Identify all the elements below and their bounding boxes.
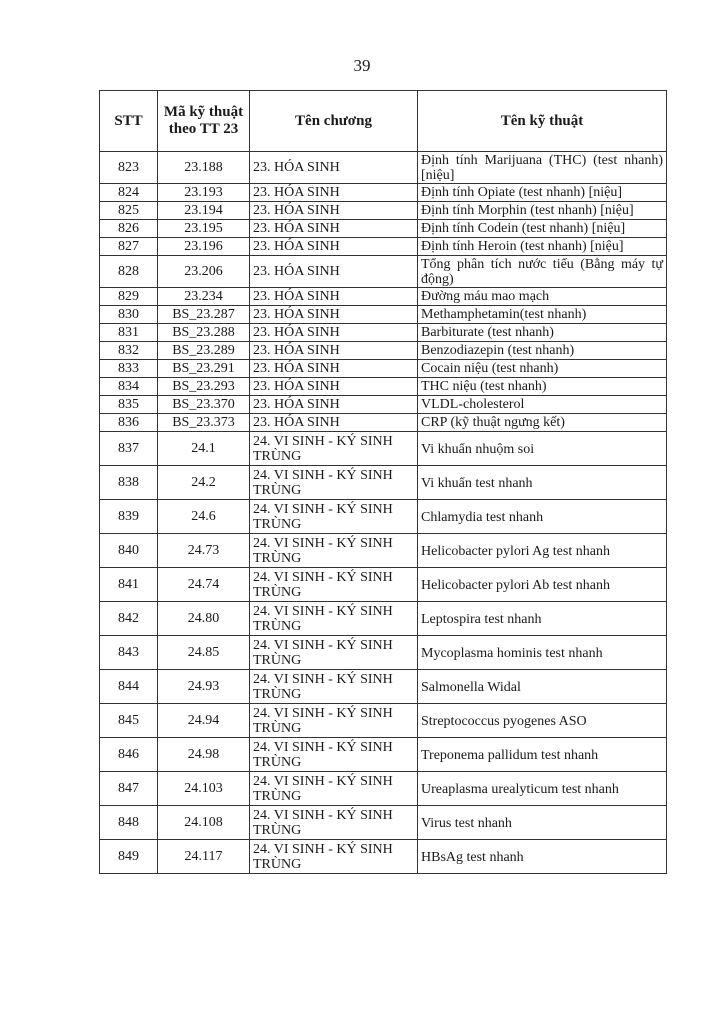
table-row (100, 152, 667, 184)
row-technique-code: BS_23.373 (158, 414, 250, 432)
row-technique-code: 24.94 (158, 704, 250, 738)
row-technique-code: 24.80 (158, 602, 250, 636)
table-row (100, 534, 667, 568)
table-header-row (100, 91, 667, 152)
row-technique-code: 24.1 (158, 432, 250, 466)
row-chapter: 24. VI SINH - KÝ SINH TRÙNG (250, 466, 418, 500)
row-technique-name: Methamphetamin(test nhanh) (418, 306, 667, 324)
row-technique-name: THC niệu (test nhanh) (418, 378, 667, 396)
row-technique-code: BS_23.370 (158, 396, 250, 414)
row-chapter: 23. HÓA SINH (250, 342, 418, 360)
table-row (100, 306, 667, 324)
row-stt: 844 (100, 670, 158, 704)
row-technique-name: Đường máu mao mạch (418, 288, 667, 306)
row-technique-name: Streptococcus pyogenes ASO (418, 704, 667, 738)
row-chapter: 23. HÓA SINH (250, 414, 418, 432)
row-chapter: 24. VI SINH - KÝ SINH TRÙNG (250, 602, 418, 636)
row-stt: 826 (100, 220, 158, 238)
row-stt: 832 (100, 342, 158, 360)
table-body (100, 152, 667, 874)
table-row (100, 772, 667, 806)
row-chapter: 23. HÓA SINH (250, 202, 418, 220)
row-chapter: 23. HÓA SINH (250, 152, 418, 184)
row-chapter: 24. VI SINH - KÝ SINH TRÙNG (250, 636, 418, 670)
row-chapter: 23. HÓA SINH (250, 184, 418, 202)
row-chapter: 24. VI SINH - KÝ SINH TRÙNG (250, 738, 418, 772)
row-chapter: 23. HÓA SINH (250, 256, 418, 288)
row-chapter: 23. HÓA SINH (250, 238, 418, 256)
header-chapter: Tên chương (250, 91, 418, 152)
row-technique-name: Salmonella Widal (418, 670, 667, 704)
row-technique-name: HBsAg test nhanh (418, 840, 667, 874)
table-row (100, 670, 667, 704)
row-chapter: 24. VI SINH - KÝ SINH TRÙNG (250, 704, 418, 738)
table-row (100, 500, 667, 534)
row-technique-code: 23.234 (158, 288, 250, 306)
row-chapter: 24. VI SINH - KÝ SINH TRÙNG (250, 806, 418, 840)
table-row (100, 840, 667, 874)
row-chapter: 24. VI SINH - KÝ SINH TRÙNG (250, 670, 418, 704)
table-row (100, 414, 667, 432)
table-row (100, 602, 667, 636)
row-stt: 839 (100, 500, 158, 534)
row-stt: 847 (100, 772, 158, 806)
row-technique-code: 24.73 (158, 534, 250, 568)
row-stt: 827 (100, 238, 158, 256)
row-technique-name: Helicobacter pylori Ab test nhanh (418, 568, 667, 602)
table-row (100, 288, 667, 306)
row-chapter: 24. VI SINH - KÝ SINH TRÙNG (250, 568, 418, 602)
row-chapter: 23. HÓA SINH (250, 288, 418, 306)
row-technique-code: 23.206 (158, 256, 250, 288)
table-row (100, 360, 667, 378)
row-technique-name: Chlamydia test nhanh (418, 500, 667, 534)
row-stt: 838 (100, 466, 158, 500)
row-technique-name: Định tính Heroin (test nhanh) [niệu] (418, 238, 667, 256)
row-stt: 824 (100, 184, 158, 202)
table-row (100, 396, 667, 414)
table-row (100, 636, 667, 670)
row-stt: 843 (100, 636, 158, 670)
table-row (100, 202, 667, 220)
row-technique-name: Virus test nhanh (418, 806, 667, 840)
row-technique-name: Benzodiazepin (test nhanh) (418, 342, 667, 360)
row-technique-name: Helicobacter pylori Ag test nhanh (418, 534, 667, 568)
row-chapter: 24. VI SINH - KÝ SINH TRÙNG (250, 500, 418, 534)
row-technique-code: BS_23.293 (158, 378, 250, 396)
row-technique-name: VLDL-cholesterol (418, 396, 667, 414)
row-technique-name: Tổng phân tích nước tiểu (Bằng máy tự động) (418, 256, 667, 288)
row-chapter: 23. HÓA SINH (250, 396, 418, 414)
row-technique-code: 23.194 (158, 202, 250, 220)
row-technique-code: BS_23.291 (158, 360, 250, 378)
row-technique-code: 24.85 (158, 636, 250, 670)
row-stt: 831 (100, 324, 158, 342)
row-technique-code: 23.193 (158, 184, 250, 202)
row-stt: 833 (100, 360, 158, 378)
row-chapter: 24. VI SINH - KÝ SINH TRÙNG (250, 534, 418, 568)
row-technique-code: BS_23.288 (158, 324, 250, 342)
table-row (100, 704, 667, 738)
row-technique-code: 24.2 (158, 466, 250, 500)
row-technique-name: Định tính Opiate (test nhanh) [niệu] (418, 184, 667, 202)
table-row (100, 256, 667, 288)
header-technique: Tên kỹ thuật (418, 91, 667, 152)
row-chapter: 23. HÓA SINH (250, 306, 418, 324)
row-stt: 828 (100, 256, 158, 288)
row-chapter: 23. HÓA SINH (250, 378, 418, 396)
table-row (100, 342, 667, 360)
row-stt: 835 (100, 396, 158, 414)
header-stt: STT (100, 91, 158, 152)
row-technique-code: 23.188 (158, 152, 250, 184)
row-chapter: 24. VI SINH - KÝ SINH TRÙNG (250, 432, 418, 466)
row-technique-code: BS_23.287 (158, 306, 250, 324)
row-chapter: 24. VI SINH - KÝ SINH TRÙNG (250, 772, 418, 806)
techniques-table (99, 90, 667, 874)
row-stt: 834 (100, 378, 158, 396)
row-technique-name: Mycoplasma hominis test nhanh (418, 636, 667, 670)
row-stt: 842 (100, 602, 158, 636)
table-row (100, 324, 667, 342)
row-technique-code: 24.117 (158, 840, 250, 874)
row-technique-name: Ureaplasma urealyticum test nhanh (418, 772, 667, 806)
row-stt: 836 (100, 414, 158, 432)
row-technique-code: 24.6 (158, 500, 250, 534)
row-technique-name: Định tính Codein (test nhanh) [niệu] (418, 220, 667, 238)
table-row (100, 238, 667, 256)
row-technique-code: BS_23.289 (158, 342, 250, 360)
row-technique-name: Vi khuẩn test nhanh (418, 466, 667, 500)
row-technique-code: 24.74 (158, 568, 250, 602)
row-chapter: 23. HÓA SINH (250, 324, 418, 342)
row-technique-name: Cocain niệu (test nhanh) (418, 360, 667, 378)
row-technique-code: 24.98 (158, 738, 250, 772)
header-code: Mã kỹ thuật theo TT 23 (158, 91, 250, 152)
row-technique-code: 24.93 (158, 670, 250, 704)
row-stt: 841 (100, 568, 158, 602)
row-stt: 845 (100, 704, 158, 738)
table-row (100, 568, 667, 602)
table-row (100, 466, 667, 500)
row-technique-code: 24.108 (158, 806, 250, 840)
row-technique-name: Barbiturate (test nhanh) (418, 324, 667, 342)
row-stt: 846 (100, 738, 158, 772)
row-technique-name: Vi khuẩn nhuộm soi (418, 432, 667, 466)
row-stt: 830 (100, 306, 158, 324)
table-row (100, 220, 667, 238)
row-stt: 849 (100, 840, 158, 874)
row-chapter: 24. VI SINH - KÝ SINH TRÙNG (250, 840, 418, 874)
row-stt: 823 (100, 152, 158, 184)
row-technique-code: 23.195 (158, 220, 250, 238)
page-number: 39 (353, 56, 371, 75)
row-technique-name: Leptospira test nhanh (418, 602, 667, 636)
row-chapter: 23. HÓA SINH (250, 360, 418, 378)
row-stt: 848 (100, 806, 158, 840)
row-stt: 840 (100, 534, 158, 568)
table-row (100, 432, 667, 466)
row-stt: 837 (100, 432, 158, 466)
table-row (100, 738, 667, 772)
row-technique-code: 23.196 (158, 238, 250, 256)
row-technique-name: Định tính Marijuana (THC) (test nhanh) [niệu] (418, 152, 667, 184)
row-chapter: 23. HÓA SINH (250, 220, 418, 238)
table-row (100, 378, 667, 396)
row-technique-name: CRP (kỹ thuật ngưng kết) (418, 414, 667, 432)
row-technique-name: Định tính Morphin (test nhanh) [niệu] (418, 202, 667, 220)
table-row (100, 184, 667, 202)
row-technique-name: Treponema pallidum test nhanh (418, 738, 667, 772)
row-stt: 829 (100, 288, 158, 306)
table-row (100, 806, 667, 840)
row-stt: 825 (100, 202, 158, 220)
row-technique-code: 24.103 (158, 772, 250, 806)
